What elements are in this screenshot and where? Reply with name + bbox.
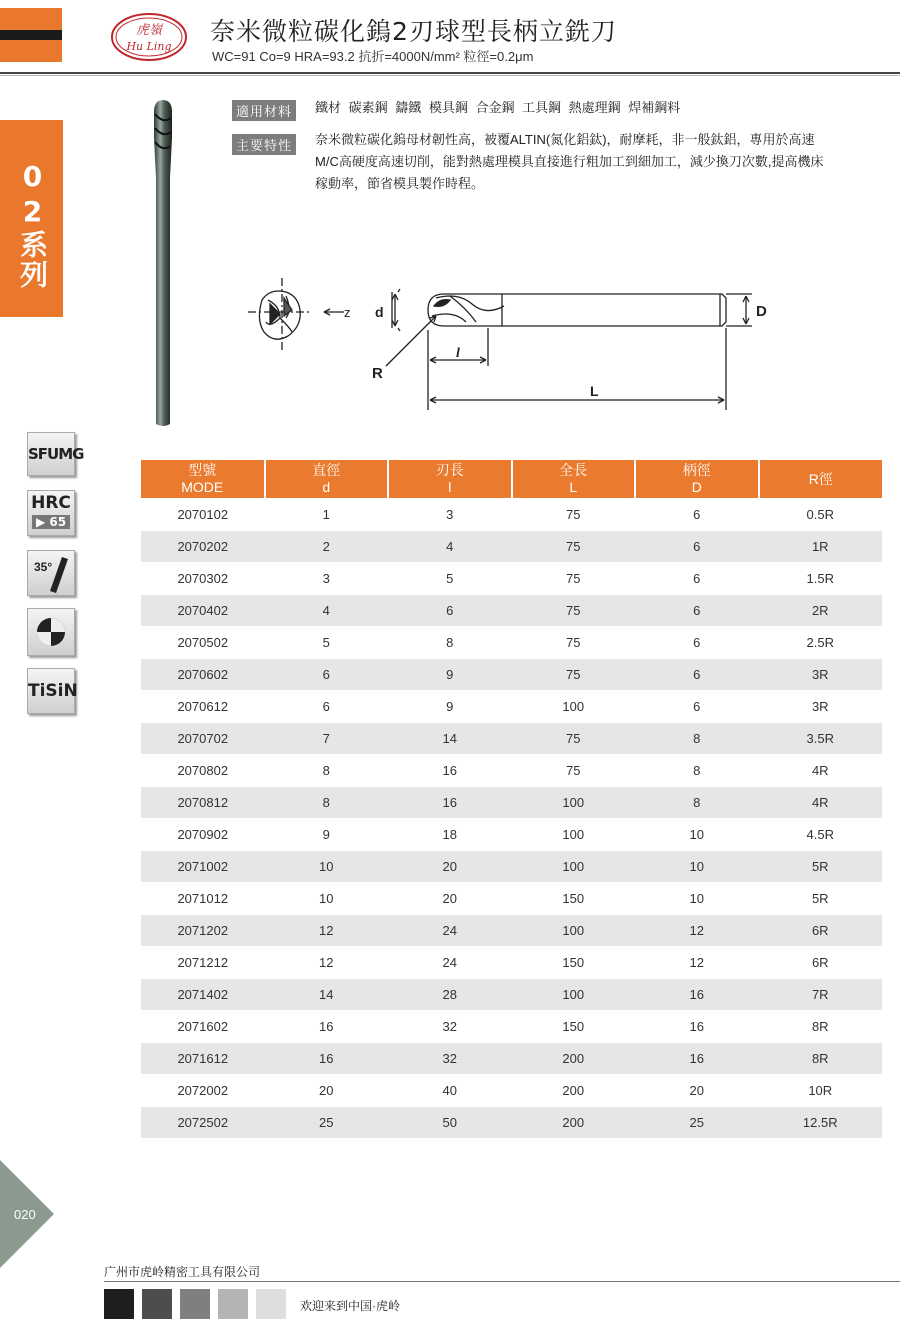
cell-radius: 1R (759, 531, 883, 563)
cell-model: 2070702 (141, 723, 265, 755)
footer-rule (104, 1281, 900, 1282)
cell-diameter: 14 (265, 979, 389, 1011)
cell-overall-length: 150 (512, 883, 636, 915)
header-dark-bar (0, 30, 62, 40)
cell-overall-length: 100 (512, 979, 636, 1011)
cell-radius: 2.5R (759, 627, 883, 659)
cell-model: 2070612 (141, 691, 265, 723)
cell-shank-diameter: 12 (635, 915, 759, 947)
cell-shank-diameter: 6 (635, 563, 759, 595)
cell-overall-length: 100 (512, 851, 636, 883)
cell-model: 2071012 (141, 883, 265, 915)
table-header-row (141, 460, 882, 499)
cell-flute-length: 16 (388, 787, 512, 819)
cell-model: 2070502 (141, 627, 265, 659)
cell-model: 2071002 (141, 851, 265, 883)
cell-shank-diameter: 16 (635, 979, 759, 1011)
cell-model: 2070902 (141, 819, 265, 851)
cell-flute-length: 32 (388, 1011, 512, 1043)
cell-flute-length: 50 (388, 1107, 512, 1139)
cell-radius: 3R (759, 691, 883, 723)
cell-overall-length: 75 (512, 531, 636, 563)
tisin-badge: TiSiN (27, 668, 75, 714)
table-body (141, 499, 882, 1139)
cell-radius: 2R (759, 595, 883, 627)
table-row (141, 883, 882, 915)
cell-model: 2070302 (141, 563, 265, 595)
material-spec: WC=91 Co=9 HRA=93.2 抗折=4000N/mm² 粒徑=0.2μm (212, 49, 534, 64)
features-line: 奈米微粒碳化鎢母材韌性高，被覆ALTIN(氮化鋁鈦)，耐摩耗，非一般鈦鋁，專用於高速 (315, 132, 815, 147)
cell-flute-length: 14 (388, 723, 512, 755)
cell-overall-length: 75 (512, 563, 636, 595)
table-row (141, 563, 882, 595)
company-logo (110, 12, 188, 62)
table-row (141, 979, 882, 1011)
page-number: 020 (14, 1207, 36, 1222)
cell-diameter: 12 (265, 915, 389, 947)
cell-model: 2071202 (141, 915, 265, 947)
logo-latin: Hu Ling (126, 40, 172, 53)
cell-flute-length: 16 (388, 755, 512, 787)
header-overall-length: 全長 L (512, 460, 636, 499)
cell-radius: 4R (759, 787, 883, 819)
cell-flute-length: 6 (388, 595, 512, 627)
cell-overall-length: 200 (512, 1075, 636, 1107)
cell-model: 2071602 (141, 1011, 265, 1043)
helix-angle-icon (28, 551, 74, 595)
cell-overall-length: 200 (512, 1107, 636, 1139)
cell-shank-diameter: 6 (635, 499, 759, 531)
table-row (141, 659, 882, 691)
company-name: 广州市虎岭精密工具有限公司 (104, 1265, 261, 1279)
color-swatch (256, 1289, 286, 1319)
features-tag: 主要特性 (232, 134, 296, 155)
cell-diameter: 2 (265, 531, 389, 563)
table-row (141, 499, 882, 531)
table-row (141, 947, 882, 979)
cell-flute-length: 24 (388, 915, 512, 947)
hrc-badge (27, 490, 75, 536)
header-flute-length: 刃長 l (388, 460, 512, 499)
cell-shank-diameter: 16 (635, 1011, 759, 1043)
cell-radius: 0.5R (759, 499, 883, 531)
cell-flute-length: 8 (388, 627, 512, 659)
cell-shank-diameter: 6 (635, 531, 759, 563)
cell-flute-length: 4 (388, 531, 512, 563)
cell-model: 2072502 (141, 1107, 265, 1139)
materials-list: 鐵材 碳素鋼 鑄鐵 模具鋼 合金鋼 工具鋼 熱處理鋼 焊補鋼料 (315, 100, 681, 115)
cell-radius: 3.5R (759, 723, 883, 755)
cell-model: 2070812 (141, 787, 265, 819)
table-row (141, 915, 882, 947)
cell-radius: 4.5R (759, 819, 883, 851)
table-row (141, 787, 882, 819)
label-d: d (375, 304, 384, 320)
cell-flute-length: 20 (388, 851, 512, 883)
cell-model: 2070102 (141, 499, 265, 531)
table-row (141, 595, 882, 627)
cell-radius: 8R (759, 1043, 883, 1075)
cell-overall-length: 75 (512, 499, 636, 531)
header-model: 型號 MODE (141, 460, 265, 499)
cell-flute-length: 18 (388, 819, 512, 851)
cell-diameter: 16 (265, 1043, 389, 1075)
page-title: 奈米微粒碳化鎢2刃球型長柄立銑刀 (210, 17, 617, 46)
cell-diameter: 8 (265, 755, 389, 787)
cell-radius: 7R (759, 979, 883, 1011)
end-mill-photo (148, 98, 178, 428)
header-rule (0, 72, 900, 74)
hrc-label: HRC (31, 493, 71, 513)
table-row (141, 1043, 882, 1075)
cell-flute-length: 40 (388, 1075, 512, 1107)
cell-model: 2070202 (141, 531, 265, 563)
cell-shank-diameter: 10 (635, 819, 759, 851)
cell-diameter: 8 (265, 787, 389, 819)
cell-overall-length: 100 (512, 691, 636, 723)
cell-overall-length: 200 (512, 1043, 636, 1075)
cell-diameter: 6 (265, 691, 389, 723)
features-line: 稼動率，節省模具製作時程。 (315, 176, 485, 191)
cell-overall-length: 75 (512, 595, 636, 627)
cell-diameter: 3 (265, 563, 389, 595)
flute-badge (27, 608, 75, 656)
table-row (141, 531, 882, 563)
label-z: z (344, 305, 351, 320)
cell-overall-length: 75 (512, 755, 636, 787)
cell-diameter: 6 (265, 659, 389, 691)
header-diameter: 直徑 d (265, 460, 389, 499)
spec-table (141, 460, 882, 1139)
tool-drawing (240, 270, 780, 420)
logo-chinese: 虎嶺 (135, 23, 163, 38)
cell-overall-length: 75 (512, 627, 636, 659)
cell-overall-length: 150 (512, 1011, 636, 1043)
hrc-value: ▶ 65 (32, 515, 70, 529)
cell-diameter: 16 (265, 1011, 389, 1043)
cell-radius: 6R (759, 947, 883, 979)
label-L: L (590, 383, 599, 399)
cell-shank-diameter: 6 (635, 659, 759, 691)
table-row (141, 1107, 882, 1139)
cell-diameter: 5 (265, 627, 389, 659)
series-label: 02系列 (16, 160, 49, 290)
cell-overall-length: 75 (512, 723, 636, 755)
label-l: l (456, 346, 460, 361)
label-D: D (756, 303, 767, 320)
cell-diameter: 12 (265, 947, 389, 979)
sfumg-badge: SFUMG (27, 432, 75, 476)
cell-radius: 1.5R (759, 563, 883, 595)
table-row (141, 691, 882, 723)
cell-model: 2071612 (141, 1043, 265, 1075)
cell-flute-length: 28 (388, 979, 512, 1011)
cell-model: 2071212 (141, 947, 265, 979)
cell-flute-length: 3 (388, 499, 512, 531)
cell-shank-diameter: 10 (635, 883, 759, 915)
helix-angle-label: 35° (34, 560, 53, 574)
table-row (141, 755, 882, 787)
cell-model: 2072002 (141, 1075, 265, 1107)
cell-diameter: 10 (265, 883, 389, 915)
color-swatch (142, 1289, 172, 1319)
label-R: R (372, 365, 383, 382)
cell-model: 2070602 (141, 659, 265, 691)
welcome-text: 欢迎来到中国·虎岭 (300, 1299, 400, 1313)
cell-flute-length: 9 (388, 691, 512, 723)
cell-shank-diameter: 25 (635, 1107, 759, 1139)
cell-shank-diameter: 6 (635, 691, 759, 723)
table-row (141, 723, 882, 755)
table-row (141, 819, 882, 851)
cell-radius: 5R (759, 851, 883, 883)
header-shank-diameter: 柄徑 D (635, 460, 759, 499)
cell-diameter: 25 (265, 1107, 389, 1139)
cell-flute-length: 32 (388, 1043, 512, 1075)
cell-overall-length: 100 (512, 787, 636, 819)
cell-shank-diameter: 6 (635, 595, 759, 627)
color-swatch (104, 1289, 134, 1319)
cell-diameter: 10 (265, 851, 389, 883)
cell-shank-diameter: 20 (635, 1075, 759, 1107)
header-accent-bar (0, 40, 62, 62)
cell-shank-diameter: 8 (635, 787, 759, 819)
cell-shank-diameter: 8 (635, 723, 759, 755)
cell-overall-length: 100 (512, 819, 636, 851)
materials-tag: 適用材料 (232, 100, 296, 121)
features-line: M/C高硬度高速切削，能對熱處理模具直接進行粗加工到細加工，減少換刀次數,提高機床 (315, 154, 824, 169)
cell-model: 2071402 (141, 979, 265, 1011)
cell-shank-diameter: 10 (635, 851, 759, 883)
cell-flute-length: 20 (388, 883, 512, 915)
cell-radius: 4R (759, 755, 883, 787)
header-rule-thin (0, 75, 900, 76)
cell-diameter: 20 (265, 1075, 389, 1107)
cell-shank-diameter: 8 (635, 755, 759, 787)
cell-radius: 10R (759, 1075, 883, 1107)
cell-radius: 5R (759, 883, 883, 915)
cell-flute-length: 24 (388, 947, 512, 979)
table-row (141, 851, 882, 883)
cell-radius: 6R (759, 915, 883, 947)
table-row (141, 1011, 882, 1043)
cell-overall-length: 100 (512, 915, 636, 947)
table-row (141, 1075, 882, 1107)
cell-radius: 12.5R (759, 1107, 883, 1139)
flute-icon (28, 609, 74, 655)
cell-diameter: 9 (265, 819, 389, 851)
cell-model: 2070802 (141, 755, 265, 787)
header-accent-bar (0, 8, 62, 30)
cell-shank-diameter: 6 (635, 627, 759, 659)
cell-radius: 3R (759, 659, 883, 691)
cell-radius: 8R (759, 1011, 883, 1043)
cell-overall-length: 75 (512, 659, 636, 691)
cell-diameter: 4 (265, 595, 389, 627)
color-swatch (218, 1289, 248, 1319)
color-swatch (180, 1289, 210, 1319)
helix-angle-badge (27, 550, 75, 596)
cell-flute-length: 5 (388, 563, 512, 595)
cell-overall-length: 150 (512, 947, 636, 979)
cell-shank-diameter: 16 (635, 1043, 759, 1075)
table-row (141, 627, 882, 659)
cell-model: 2070402 (141, 595, 265, 627)
cell-diameter: 1 (265, 499, 389, 531)
cell-flute-length: 9 (388, 659, 512, 691)
header-radius: R徑 (759, 460, 883, 499)
cell-diameter: 7 (265, 723, 389, 755)
cell-shank-diameter: 12 (635, 947, 759, 979)
